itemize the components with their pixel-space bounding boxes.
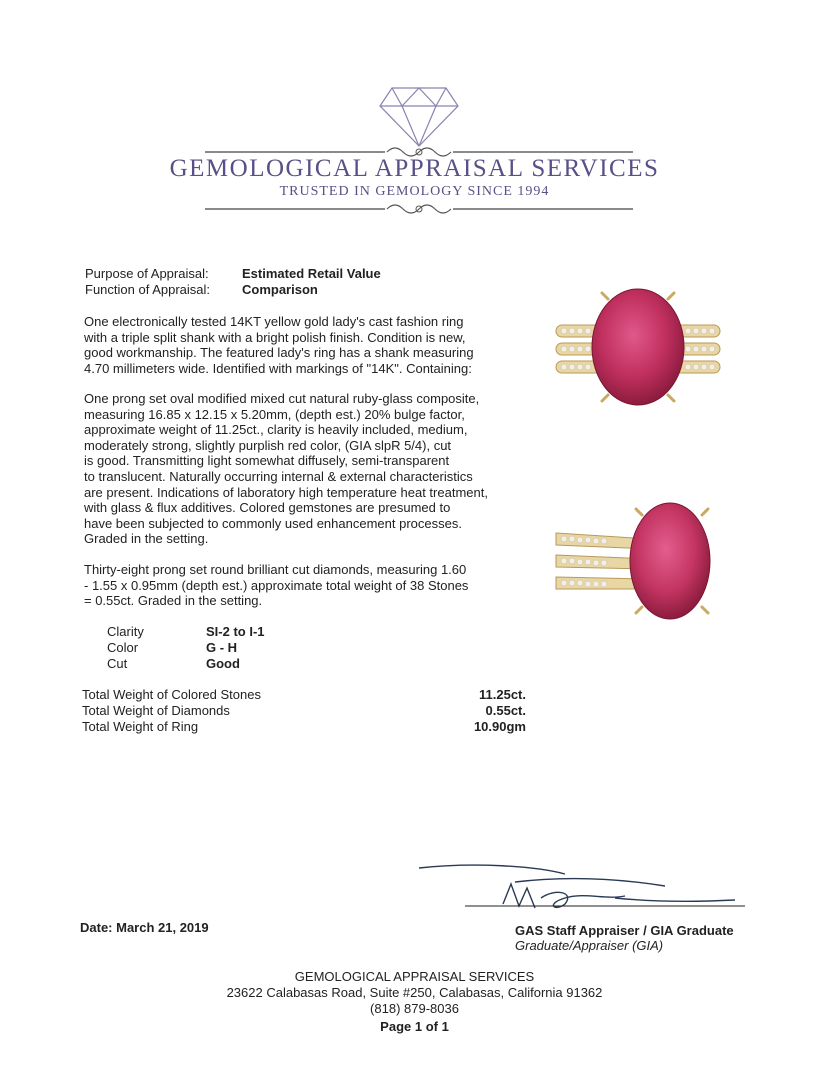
appraiser-subtitle: Graduate/Appraiser (GIA) (515, 938, 664, 953)
appraisal-date: Date: March 21, 2019 (80, 920, 209, 935)
company-title: GEMOLOGICAL APPRAISAL SERVICES (169, 155, 660, 182)
paragraph-line: 4.70 millimeters wide. Identified with markings of "14K". Containing: (84, 360, 472, 376)
description-paragraph-1 (84, 314, 514, 376)
purpose-value: Estimated Retail Value (242, 266, 381, 281)
paragraph-line: moderately strong, slightly purplish red color, (GIA slpR 5/4), cut (84, 437, 452, 453)
paragraph-line: have been subjected to commonly used enhancement processes. (84, 515, 462, 531)
paragraph-line: is good. Transmitting light somewhat diffusely, semi-transparent (84, 453, 450, 469)
diamond-icon (378, 86, 460, 148)
cut-value: Good (206, 656, 240, 671)
appraiser-title: GAS Staff Appraiser / GIA Graduate (515, 923, 734, 938)
footer-phone: (818) 879-8036 (370, 1001, 459, 1016)
footer-page: Page 1 of 1 (380, 1019, 449, 1034)
paragraph-line: with glass & flux additives. Colored gemstones are presumed to (84, 500, 451, 516)
total-ring-value: 10.90gm (473, 719, 526, 734)
color-value: G - H (206, 640, 238, 655)
total-colored-value: 11.25ct. (479, 687, 526, 702)
logo (0, 80, 829, 230)
footer-company: GEMOLOGICAL APPRAISAL SERVICES (294, 969, 535, 984)
bottom-flourish-icon (205, 201, 633, 217)
paragraph-line: - 1.55 x 0.95mm (depth est.) approximate total weight of 38 Stones (84, 577, 469, 593)
color-label: Color (107, 640, 139, 655)
cut-label: Cut (107, 656, 128, 671)
total-ring-label: Total Weight of Ring (82, 719, 199, 734)
paragraph-line: are present. Indications of laboratory high temperature heat treatment, (84, 484, 488, 500)
total-colored-label: Total Weight of Colored Stones (82, 687, 261, 702)
ring-photo-front (548, 285, 728, 415)
paragraph-line: One electronically tested 14KT yellow gold lady's cast fashion ring (84, 314, 464, 329)
paragraph-line: good workmanship. The featured lady's ring has a shank measuring (84, 345, 474, 361)
paragraph-line: Graded in the setting. (84, 531, 209, 547)
signature-icon (415, 858, 745, 918)
total-diamonds-label: Total Weight of Diamonds (82, 703, 230, 718)
purpose-label: Purpose of Appraisal: (85, 266, 209, 281)
footer-address: 23622 Calabasas Road, Suite #250, Calabasas, California 91362 (226, 985, 603, 1000)
paragraph-line: One prong set oval modified mixed cut natural ruby-glass composite, (84, 391, 480, 406)
paragraph-line: Thirty-eight prong set round brilliant cut diamonds, measuring 1.60 (84, 562, 467, 577)
clarity-label: Clarity (107, 624, 144, 639)
clarity-value: SI-2 to I-1 (206, 624, 265, 639)
paragraph-line: measuring 16.85 x 12.15 x 5.20mm, (depth est.) 20% bulge factor, (84, 406, 465, 422)
paragraph-line: approximate weight of 11.25ct., clarity is heavily included, medium, (84, 422, 468, 438)
description-paragraph-3 (84, 562, 514, 609)
function-label: Function of Appraisal: (85, 282, 211, 297)
ring-photo-angled (550, 495, 730, 627)
paragraph-line: = 0.55ct. Graded in the setting. (84, 593, 263, 609)
company-tagline: TRUSTED IN GEMOLOGY SINCE 1994 (279, 184, 550, 199)
paragraph-line: to translucent. Naturally occurring internal & external characteristics (84, 468, 473, 484)
function-value: Comparison (242, 282, 318, 297)
paragraph-line: with a triple split shank with a bright polish finish. Condition is new, (84, 329, 466, 345)
total-diamonds-value: 0.55ct. (485, 703, 526, 718)
description-paragraph-2 (84, 391, 524, 547)
